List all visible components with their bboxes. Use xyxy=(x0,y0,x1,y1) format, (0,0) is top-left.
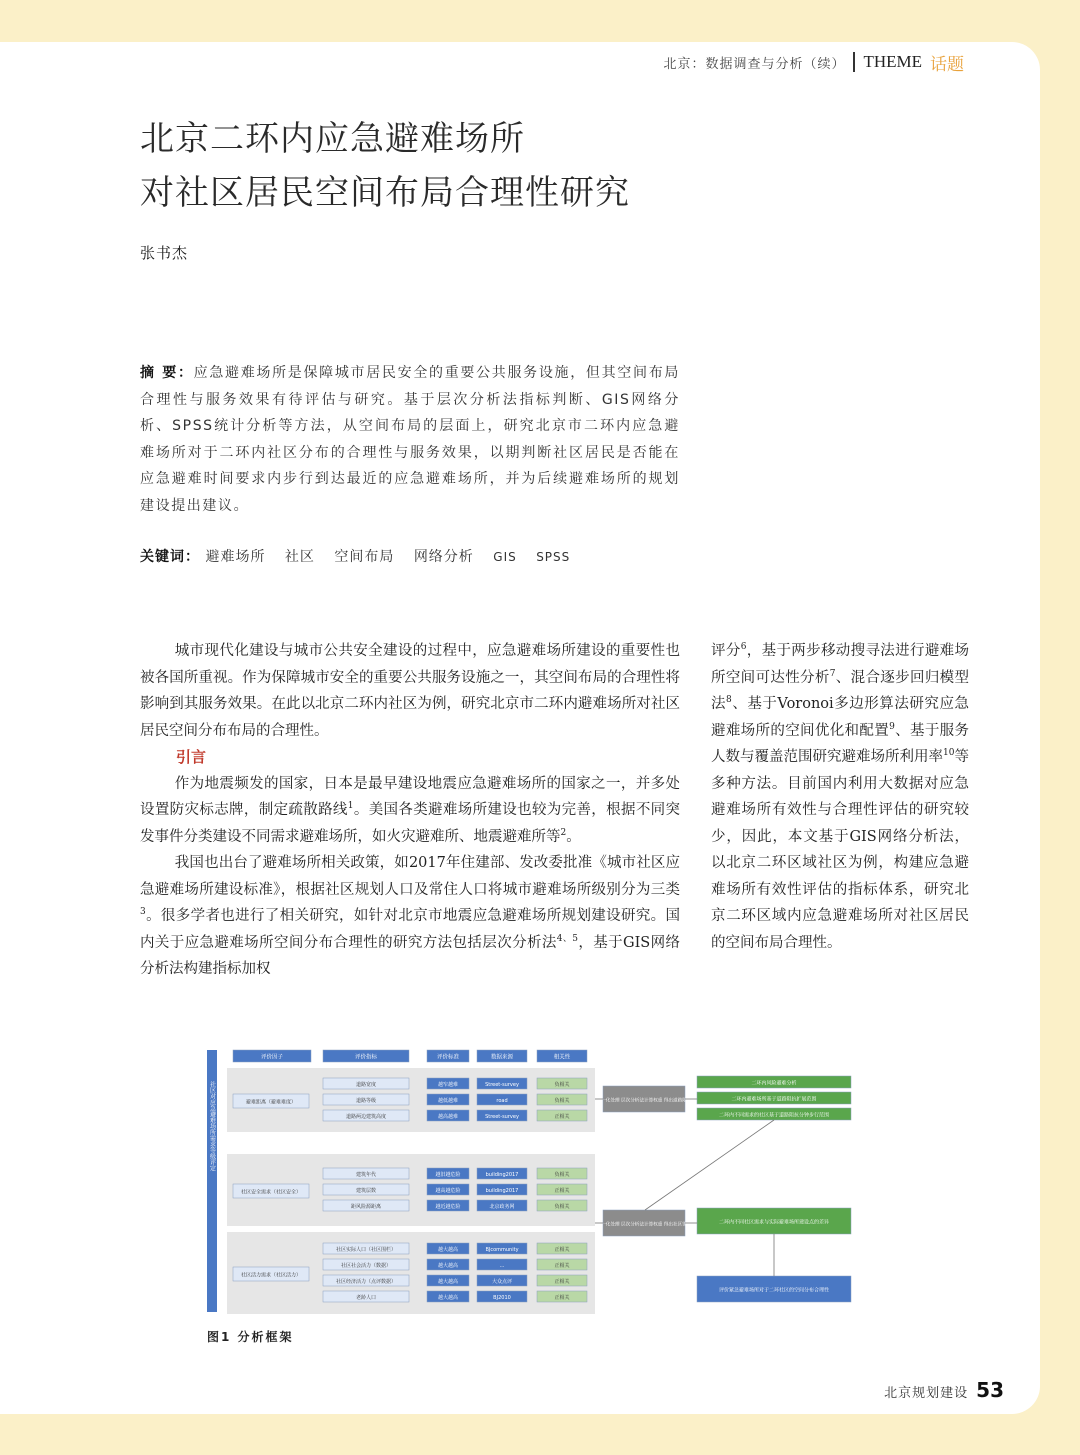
abstract-label: 摘 要： xyxy=(140,365,194,381)
indicator-cell-label: 距风险源距离 xyxy=(350,1204,382,1210)
standard-cell-label: 越大越高 xyxy=(437,1263,459,1269)
caption-label: 图1 xyxy=(207,1330,232,1344)
arrow-line xyxy=(645,1120,774,1210)
source-cell-label: road xyxy=(496,1098,508,1104)
paragraph: 我国也出台了避难场所相关政策，如2017年住建部、发改委批准《城市社区应急避难场所建设标准》，根据社区规划人口及常住人口将城市避难场所级别分为三类$^3$。很多学者也进行了相关研究，如针对北京市地震应急避难场所规划建设研究。国内关于应急避难场所空间分布合理性的研究方法包括层次分析法$^{4、5}$，基于GIS网络分析法构建指标加权 xyxy=(140,855,680,977)
relation-cell-label: 正相关 xyxy=(554,1279,570,1285)
keyword: GIS xyxy=(493,550,517,564)
source-cell-label: Street-survey xyxy=(485,1114,519,1120)
running-header xyxy=(663,50,964,74)
keywords xyxy=(140,546,584,566)
indicator-cell-label: 社区社会活力（数据） xyxy=(340,1263,392,1269)
caption-text: 分析框架 xyxy=(237,1330,294,1344)
output-box-label: 二环内避难场所基于道路阻抗扩展范围 xyxy=(731,1096,817,1103)
keyword: 避难场所 xyxy=(205,549,266,565)
process-box-community-label: 归一化处理 层次分析法计算权重 得出社区需求 xyxy=(596,1222,692,1228)
indicator-cell-label: 道路等级 xyxy=(355,1098,377,1104)
abstract xyxy=(140,360,680,520)
header-cell-label: 评价标准 xyxy=(436,1054,460,1061)
keyword: 社区 xyxy=(284,549,315,565)
keyword: SPSS xyxy=(536,550,571,564)
output-box-label: 二环内风险避难分析 xyxy=(751,1080,797,1087)
page-number: 53 xyxy=(976,1378,1004,1402)
process-box-roads-label: 归一化处理 层次分析法计算权重 得出道路阻抗 xyxy=(596,1098,692,1104)
keywords-label: 关键词： xyxy=(140,549,200,565)
indicator-cell-label: 道路两边建筑高度 xyxy=(345,1114,387,1120)
abstract-text: 应急避难场所是保障城市居民安全的重要公共服务设施，但其空间布局合理性与服务效果有待评估与研究。基于层次分析法指标判断、GIS网络分析、SPSS统计分析等方法，从空间布局的层面上，研究北京市二环内应急避难场所对于二环内社区分布的合理性与服务效果，以期判断社区居民是否能在应急避难时间要求内步行到达最近的应急避难场所，并为后续避难场所的规划建设提出建议。 xyxy=(140,365,680,514)
keyword: 空间布局 xyxy=(334,549,395,565)
article-title xyxy=(140,112,630,220)
header-divider xyxy=(853,52,855,72)
relation-cell-label: 负相关 xyxy=(554,1098,570,1104)
header-cell-label: 评价因子 xyxy=(260,1054,284,1061)
indicator-cell-label: 社区实际人口（社区围栏） xyxy=(335,1247,397,1253)
header-topic: 话题 xyxy=(930,54,964,75)
source-cell-label: Street-survey xyxy=(485,1082,519,1088)
author: 张书杰 xyxy=(140,244,189,262)
output-box-label: 二环内不同社区需求与实际避难场所建设点的差异 xyxy=(718,1219,830,1226)
indicator-cell-label: 建筑层数 xyxy=(355,1188,377,1194)
source-cell-label: BJ2010 xyxy=(493,1295,511,1301)
indicator-cell-label: 道路宽度 xyxy=(355,1082,377,1088)
body-column-1 xyxy=(140,638,680,983)
relation-cell-label: 负相关 xyxy=(554,1204,570,1210)
relation-cell-label: 正相关 xyxy=(554,1263,570,1269)
paragraph: 城市现代化建设与城市公共安全建设的过程中，应急避难场所建设的重要性也被各国所重视。作为保障城市安全的重要公共服务设施之一，其空间布局的合理性将影响到其服务效果。在此以北京二环内社区为例，研究北京市二环内避难场所对社区居民空间分布布局的合理性。 xyxy=(140,643,680,739)
relation-cell-label: 正相关 xyxy=(554,1114,570,1120)
standard-cell-label: 越大越高 xyxy=(437,1247,459,1253)
factor-cell-label: 社区安全需求（社区安全） xyxy=(240,1189,302,1196)
paragraph: 评分$^6$，基于两步移动搜寻法进行避难场所空间可达性分析$^7$、混合逐步回归模型法$^8$、基于Voronoi多边形算法研究应急避难场所的空间优化和配置$^9$、基于服务人数与覆盖范围研究避难场所利用率$^{10}$等多种方法。目前国内利用大数据对应急避难场所有效性与合理性评估的研究较少，因此，本文基于GIS网络分析法，以北京二环区域社区为例，构建应急避难场所有效性评估的指标体系，研究北京二环区域内应急避难场所对社区居民的空间布局合理性。 xyxy=(711,642,970,951)
standard-cell-label: 越窄越难 xyxy=(437,1082,459,1088)
relation-cell-label: 负相关 xyxy=(554,1082,570,1088)
header-theme: THEME xyxy=(863,52,922,71)
relation-cell-label: 负相关 xyxy=(554,1172,570,1178)
journal-name: 北京规划建设 xyxy=(884,1386,969,1401)
indicator-cell-label: 老龄人口 xyxy=(355,1295,377,1301)
relation-cell-label: 正相关 xyxy=(554,1188,570,1194)
source-cell-label: building2017 xyxy=(485,1172,519,1178)
source-cell-label: … xyxy=(499,1263,505,1269)
body-column-2 xyxy=(711,638,969,956)
analysis-framework-diagram xyxy=(205,1046,865,1316)
factor-cell-label: 社区活力需求（社区活力） xyxy=(240,1272,302,1279)
indicator-cell-label: 社区经济活力（点评数据） xyxy=(335,1279,397,1285)
standard-cell-label: 越旧越危险 xyxy=(435,1172,461,1178)
standard-cell-label: 越近越危险 xyxy=(435,1204,461,1210)
output-box-label: 二环内不同需求的社区基于道路阻抗分钟步行范围 xyxy=(718,1112,830,1119)
source-cell-label: 大众点评 xyxy=(491,1279,513,1285)
relation-cell-label: 正相关 xyxy=(554,1247,570,1253)
source-cell-label: building2017 xyxy=(485,1188,519,1194)
root-label: 社区对应急避难场所需求等级评定 xyxy=(208,1081,216,1171)
section-heading: 引言 xyxy=(176,748,207,766)
footer xyxy=(884,1378,1004,1402)
relation-cell-label: 正相关 xyxy=(554,1295,570,1301)
standard-cell-label: 越高越危险 xyxy=(435,1188,461,1194)
header-cell-label: 相关性 xyxy=(553,1054,571,1061)
header-section: 北京：数据调查与分析（续） xyxy=(663,56,846,72)
standard-cell-label: 越低越难 xyxy=(437,1098,459,1104)
header-cell-label: 评价指标 xyxy=(354,1054,378,1061)
header-cell-label: 数据来源 xyxy=(490,1054,514,1061)
factor-cell-label: 避难距离（避难难度） xyxy=(245,1099,297,1106)
source-cell-label: 北京政务网 xyxy=(489,1204,515,1210)
indicator-cell-label: 建筑年代 xyxy=(355,1172,377,1178)
title-line-1: 北京二环内应急避难场所 xyxy=(140,119,525,159)
keyword: 网络分析 xyxy=(413,549,474,565)
standard-cell-label: 越大越高 xyxy=(437,1279,459,1285)
title-line-2: 对社区居民空间布局合理性研究 xyxy=(140,173,630,213)
figure-caption xyxy=(207,1328,294,1345)
standard-cell-label: 越大越高 xyxy=(437,1295,459,1301)
standard-cell-label: 越高越难 xyxy=(437,1114,459,1120)
source-cell-label: BJcommunity xyxy=(485,1247,519,1253)
paragraph: 作为地震频发的国家，日本是最早建设地震应急避难场所的国家之一，并多处设置防灾标志牌，制定疏散路线$^1$。美国各类避难场所建设也较为完善，根据不同突发事件分类建设不同需求避难场所，如火灾避难所、地震避难所等$^2$。 xyxy=(140,775,681,845)
output-box-label: 评价紧急避难场所对于二环社区的空间分布合理性 xyxy=(718,1287,830,1294)
